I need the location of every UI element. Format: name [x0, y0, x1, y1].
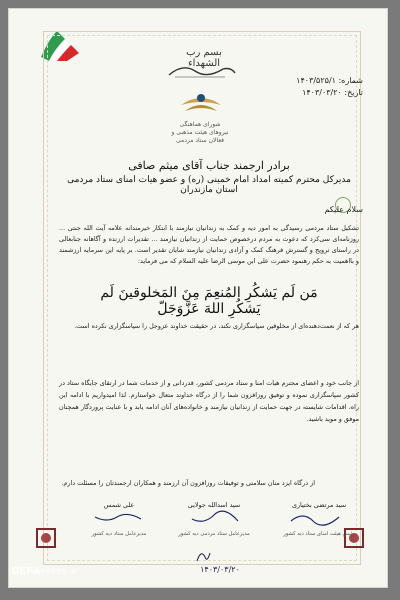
signatory-title: رئیس هیئت امنای ستاد دیه کشور — [283, 531, 355, 537]
letter-number: شماره: ۱۴۰۳/۵۲۵/۱ — [296, 76, 363, 85]
closing-line: از درگاه ایزد منان سلامتی و توفیقات روزافزون آن ارزمند و همکاران ارجمندتان را مسئلت دارم. — [61, 479, 315, 487]
body-paragraph-1: تشکیل ستاد مردمی رسیدگی به امور دیه و کمک به زندانیان نیازمند با ابتکار خیرمندانه علامه آیت الله جنتی ... روزنامه‌ای سی‌کرد که دعوت به مردم درخصوص حمایت از زندانیان نیازمند ... تقدیرات ارزنده و آگاهانه جنابعالی در راستای ترویج و گسترش فرهنگ کمک و آزادی زندانیان نیازمند شایان تقدیر است. بر پایه این سرمایه ارزشمند و بااهمیت به حکم رهنمود حضرت علی ابن موسی الرضا علیه السلام که می فرماید: — [59, 224, 359, 265]
signatory-title: مدیرعامل ستاد مردمی دیه کشور — [178, 531, 250, 537]
signature-block-1 — [279, 501, 359, 538]
calligraphy-icon — [165, 59, 239, 81]
signature-block-3 — [79, 501, 159, 538]
organization-logo-icon — [177, 89, 225, 119]
body-paragraph-2: هر که از نعمت‌دهنده‌ای از مخلوقین سپاسگزاری نکند، در حقیقت خداوند عزوجل را سپاسگزاری نکرده است. — [74, 322, 359, 330]
letter-metadata — [277, 75, 363, 99]
letter-date: تاریخ: ۱۴۰۳/۰۳/۲۰ — [302, 88, 363, 97]
signature-scribble-icon — [79, 509, 159, 527]
hadith-quote: مَن لَم یَشکُرِ المُنعِمَ مِنَ المَخلوقینَ لَم یَشکُرِ اللهَ عَزَّوَجَلّ — [100, 285, 318, 317]
signature-scribble-icon — [174, 509, 254, 527]
signatory-name: علی شمس — [103, 501, 135, 509]
addressee-title: مدیرکل محترم کمیته امداد امام خمینی (ره) و عضو هیات امنای ستاد مردمی استان مازندران — [67, 175, 351, 195]
signatory-title: مدیرعامل ستاد دیه کشور — [91, 531, 147, 537]
body-paragraph-3: از جانب خود و اعضای محترم هیات امنا و ستاد مردمی کشور، قدردانی و از خدمات شما در ارتقای جایگاه ستاد در کشور سپاسگزاری نموده و توفیق روزافزون شما را از درگاه خداوند متعال خواستارم. لذا امیدواریم با ادامه این راه، اقدامات شایسته در جهت حمایت از زندانیان نیازمند و خانواده‌های آنان ادامه یابد و با عنایت پروردگار همچنان موفق و موید باشید. — [59, 379, 359, 423]
signature-scribble-icon — [279, 509, 359, 527]
ornament-bottom-left-icon — [35, 527, 57, 549]
addressee-name: برادر ارجمند جناب آقای میثم صافی — [128, 159, 290, 172]
handwritten-date: ۱۴۰۳/۰۳/۲۰ — [200, 565, 240, 574]
document-heading: بسم رب الشهداء — [186, 47, 222, 69]
salutation: سلام علیکم — [324, 205, 363, 214]
press-watermark: DEFAPRESS.IR — [12, 566, 78, 577]
organization-name: شورای هماهنگی نیروهای هیئت مذهبی و فعالان ستاد مردمی — [171, 121, 229, 144]
signature-block-2 — [174, 501, 254, 538]
handwritten-mark-icon — [193, 547, 213, 565]
signatory-name: سید مرتضی بختیاری — [291, 501, 347, 509]
signatory-name: سید اسدالله جولایی — [187, 501, 241, 509]
certificate-paper — [8, 8, 388, 588]
